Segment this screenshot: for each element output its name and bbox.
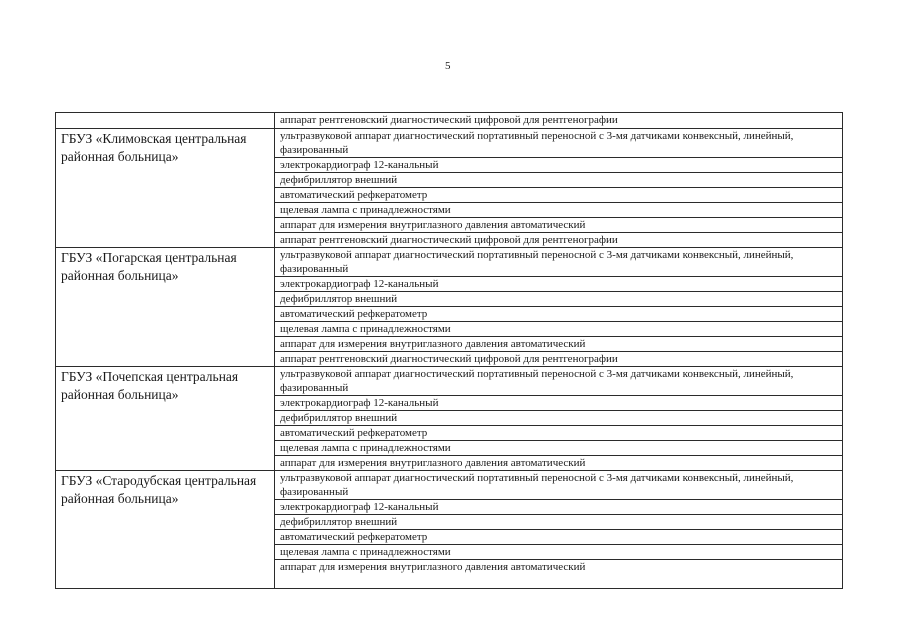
equipment-item-cell: автоматический рефкератометр xyxy=(275,307,843,322)
equipment-item-cell: ультразвуковой аппарат диагностический портативный переносной с 3-мя датчиками конвексный, линейный, фазированный xyxy=(275,367,843,396)
equipment-item-cell: дефибриллятор внешний xyxy=(275,173,843,188)
table-row xyxy=(56,248,843,277)
table-row xyxy=(56,113,843,129)
equipment-item-cell: электрокардиограф 12-канальный xyxy=(275,277,843,292)
organization-cell: ГБУЗ «Стародубская центральная районная больница» xyxy=(56,471,275,589)
page-number: 5 xyxy=(445,60,451,72)
equipment-item-cell: электрокардиограф 12-канальный xyxy=(275,396,843,411)
equipment-item-cell: аппарат для измерения внутриглазного давления автоматический xyxy=(275,456,843,471)
equipment-item-cell: дефибриллятор внешний xyxy=(275,411,843,426)
equipment-item-cell: аппарат для измерения внутриглазного давления автоматический xyxy=(275,337,843,352)
table-row xyxy=(56,471,843,500)
equipment-item-cell: щелевая лампа с принадлежностями xyxy=(275,322,843,337)
equipment-item-cell: ультразвуковой аппарат диагностический портативный переносной с 3-мя датчиками конвексный, линейный, фазированный xyxy=(275,248,843,277)
equipment-item-cell: аппарат для измерения внутриглазного давления автоматический xyxy=(275,218,843,233)
equipment-item-cell: электрокардиограф 12-канальный xyxy=(275,158,843,173)
equipment-item-cell: щелевая лампа с принадлежностями xyxy=(275,441,843,456)
organization-cell: ГБУЗ «Погарская центральная районная больница» xyxy=(56,248,275,367)
organization-cell: ГБУЗ «Почепская центральная районная больница» xyxy=(56,367,275,471)
equipment-item-cell: аппарат рентгеновский диагностический цифровой для рентгенографии xyxy=(275,233,843,248)
table-row xyxy=(56,129,843,158)
equipment-item-cell: щелевая лампа с принадлежностями xyxy=(275,545,843,560)
equipment-item-cell: аппарат рентгеновский диагностический цифровой для рентгенографии xyxy=(275,113,843,129)
equipment-item-cell: автоматический рефкератометр xyxy=(275,530,843,545)
equipment-item-cell: автоматический рефкератометр xyxy=(275,188,843,203)
equipment-item-cell: электрокардиограф 12-канальный xyxy=(275,500,843,515)
equipment-item-cell: автоматический рефкератометр xyxy=(275,426,843,441)
equipment-item-cell: дефибриллятор внешний xyxy=(275,515,843,530)
equipment-item-cell: ультразвуковой аппарат диагностический портативный переносной с 3-мя датчиками конвексный, линейный, фазированный xyxy=(275,129,843,158)
equipment-item-cell: дефибриллятор внешний xyxy=(275,292,843,307)
equipment-table xyxy=(55,112,843,589)
equipment-item-cell: щелевая лампа с принадлежностями xyxy=(275,203,843,218)
equipment-item-cell: аппарат для измерения внутриглазного давления автоматический xyxy=(275,560,843,589)
table-row xyxy=(56,367,843,396)
equipment-table-body xyxy=(56,113,843,589)
organization-cell xyxy=(56,113,275,129)
equipment-item-cell: аппарат рентгеновский диагностический цифровой для рентгенографии xyxy=(275,352,843,367)
equipment-item-cell: ультразвуковой аппарат диагностический портативный переносной с 3-мя датчиками конвексный, линейный, фазированный xyxy=(275,471,843,500)
organization-cell: ГБУЗ «Климовская центральная районная больница» xyxy=(56,129,275,248)
